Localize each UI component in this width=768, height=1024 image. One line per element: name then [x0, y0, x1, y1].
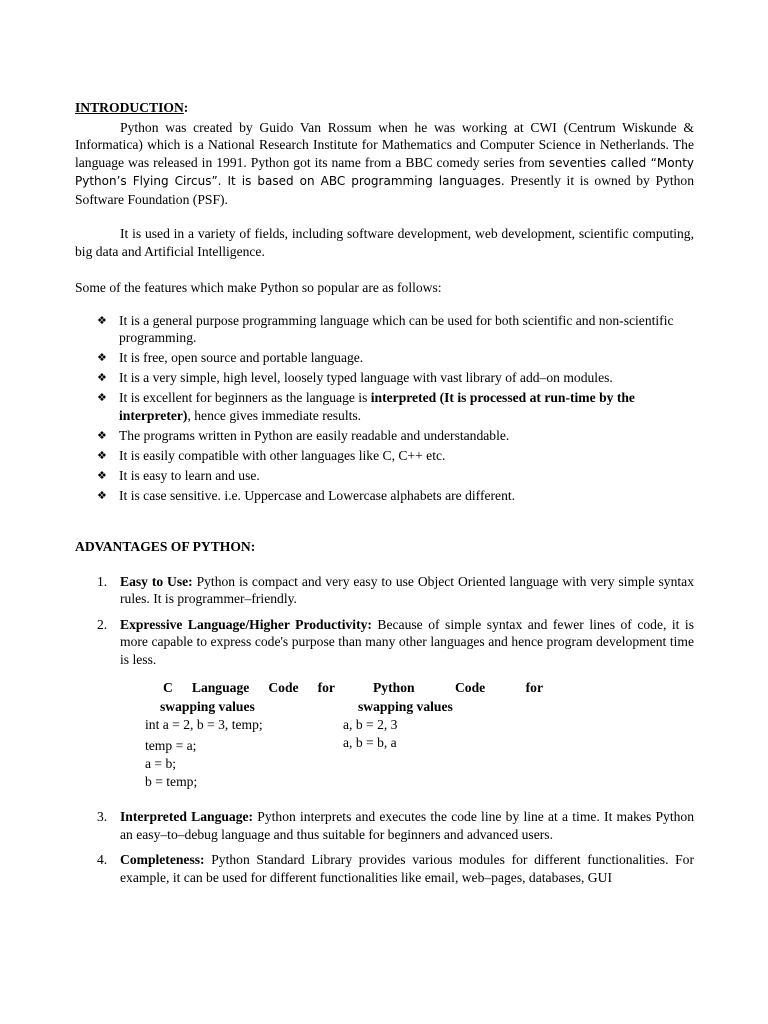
list-item: ❖ It is excellent for beginners as the language is interpreted (It is processed at run-time by the interpreter), hence gives immediate results.: [97, 390, 635, 423]
introduction-heading: INTRODUCTION:: [75, 100, 189, 115]
advantages-list: [75, 573, 694, 669]
diamond-bullet-icon: ❖: [97, 428, 107, 442]
code-line: temp = a;: [145, 738, 197, 753]
list-item: 2. Expressive Language/Higher Productivity: Because of simple syntax and fewer lines of code, it is more capable to express code's purpose than many other languages and hence program development time is less.: [97, 616, 694, 667]
advantages-list-continued: [75, 808, 694, 886]
code-line: a, b = b, a: [343, 735, 397, 750]
intro-paragraph-3: Some of the features which make Python so popular are as follows:: [75, 280, 442, 295]
list-item: 4. Completeness: Python Standard Library provides various modules for different functionalities. For example, it can be used for different functionalities like email, web–pages, databases, GUI: [97, 852, 694, 885]
diamond-bullet-icon: ❖: [97, 351, 107, 364]
python-code-column: [343, 678, 543, 752]
list-item: 3. Interpreted Language: Python interprets and executes the code line by line at a time. It makes Python an easy–to–debug language and thus suitable for beginners and advanced users.: [97, 809, 694, 842]
diamond-bullet-icon: ❖: [97, 391, 107, 404]
python-code-heading-2: swapping values: [358, 699, 453, 714]
code-line: int a = 2, b = 3, temp;: [145, 717, 263, 732]
python-code-heading: Python Code for: [373, 680, 543, 695]
code-line: b = temp;: [145, 774, 198, 789]
intro-paragraph-1: Python was created by Guido Van Rossum when he was working at CWI (Centrum Wiskunde & Informatica) which is a National Research Institute for Mathematics and Computer Science in Netherlands. The language was released in 1991. Python got its name from a BBC comedy series from seventies called “Monty Python’s Flying Circus”. It is based on ABC programming languages. Presently it is owned by Python Software Foundation (PSF).: [75, 119, 694, 207]
list-item: ❖ It is easily compatible with other languages like C, C++ etc.: [97, 447, 446, 463]
c-code-heading: C Language Code for: [163, 680, 335, 695]
code-line: a = b;: [145, 756, 177, 771]
diamond-bullet-icon: ❖: [97, 468, 107, 482]
diamond-bullet-icon: ❖: [97, 488, 107, 502]
document-page: [75, 99, 694, 894]
diamond-bullet-icon: ❖: [97, 448, 107, 462]
intro-paragraph-1-alt-font: seventies called “Monty Python’s Flying Circus”. It is based on ABC programming languages.: [75, 155, 694, 188]
swap-code-comparison: [75, 678, 694, 796]
intro-paragraph-2: It is used in a variety of fields, including software development, web development, scientific computing, big data and Artificial Intelligence.: [75, 226, 694, 259]
diamond-bullet-icon: ❖: [97, 313, 107, 327]
list-item: 1. Easy to Use: Python is compact and very easy to use Object Oriented language with very simple syntax rules. It is programmer–friendly.: [97, 573, 694, 606]
list-item: ❖ It is easy to learn and use.: [97, 467, 260, 483]
c-code-heading-2: swapping values: [160, 699, 255, 714]
features-list: [75, 312, 694, 505]
list-item: ❖ It is a general purpose programming language which can be used for both scientific and non-scientific programming.: [97, 312, 674, 345]
c-code-column: [145, 678, 335, 791]
list-item: ❖ It is a very simple, high level, loosely typed language with vast library of add–on modules.: [97, 370, 613, 385]
list-item: ❖ The programs written in Python are easily readable and understandable.: [97, 427, 510, 443]
list-item: ❖ It is free, open source and portable language.: [97, 350, 364, 365]
diamond-bullet-icon: ❖: [97, 371, 107, 384]
advantages-heading: ADVANTAGES OF PYTHON:: [75, 539, 256, 554]
code-line: a, b = 2, 3: [343, 717, 398, 732]
list-item: ❖ It is case sensitive. i.e. Uppercase and Lowercase alphabets are different.: [97, 487, 516, 503]
